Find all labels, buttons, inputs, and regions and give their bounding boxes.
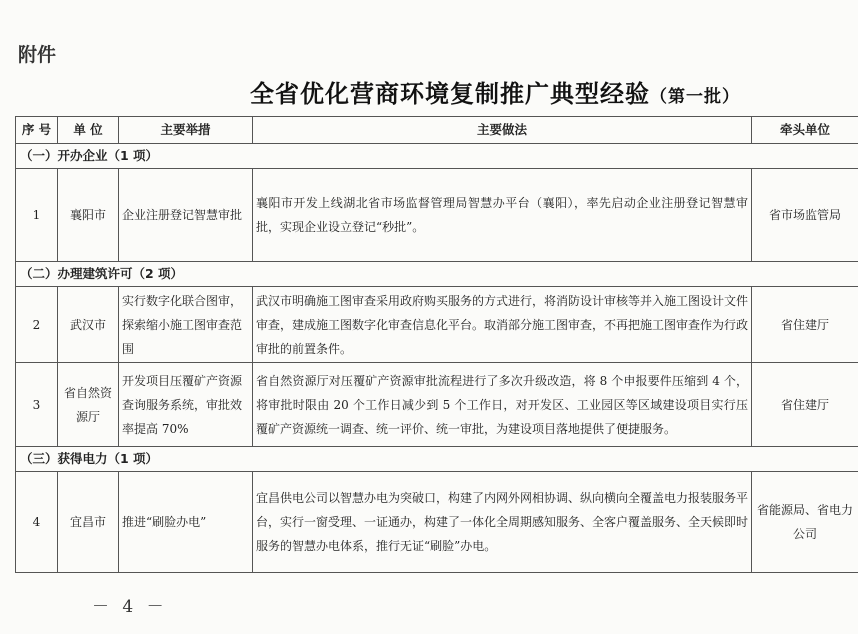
table-row: [16, 287, 858, 363]
page-number: － 4 －: [92, 597, 168, 617]
table-row: [16, 169, 858, 262]
experience-table: [15, 116, 858, 573]
row-measure: 开发项目压覆矿产资源查询服务系统，审批效率提高 70%: [119, 363, 253, 447]
document-title: [250, 74, 740, 109]
header-no: 序 号: [16, 117, 58, 144]
header-measure: 主要举措: [119, 117, 253, 144]
table-row: [16, 472, 858, 573]
row-practice: 宜昌供电公司以智慧办电为突破口，构建了内网外网相协调、纵向横向全覆盖电力报装服务平台，实行一窗受理、一证通办，构建了一体化全周期感知服务、全客户覆盖服务、全天候即时服务的智慧办电体系，推行无证“刷脸”办电。: [253, 472, 752, 573]
row-lead-unit: 省住建厅: [752, 287, 858, 363]
section-row: [16, 447, 858, 472]
row-no: 1: [16, 169, 58, 262]
section-row: [16, 262, 858, 287]
row-measure: 实行数字化联合图审，探索缩小施工图审查范围: [119, 287, 253, 363]
row-lead-unit: 省能源局、省电力公司: [752, 472, 858, 573]
header-unit: 单 位: [58, 117, 119, 144]
section-row: [16, 144, 858, 169]
row-unit: 宜昌市: [58, 472, 119, 573]
batch-label: （第一批）: [650, 87, 740, 107]
header-lead-unit: 牵头单位: [752, 117, 858, 144]
row-no: 3: [16, 363, 58, 447]
row-unit: 襄阳市: [58, 169, 119, 262]
row-lead-unit: 省市场监管局: [752, 169, 858, 262]
section-title: （三）获得电力（1 项）: [16, 447, 858, 472]
section-title: （二）办理建筑许可（2 项）: [16, 262, 858, 287]
row-practice: 襄阳市开发上线湖北省市场监督管理局智慧办平台（襄阳），率先启动企业注册登记智慧审批，实现企业设立登记“秒批”。: [253, 169, 752, 262]
row-no: 2: [16, 287, 58, 363]
row-unit: 省自然资源厅: [58, 363, 119, 447]
table-row: [16, 363, 858, 447]
row-practice: 武汉市明确施工图审查采用政府购买服务的方式进行，将消防设计审核等并入施工图设计文件审查，建成施工图数字化审查信息化平台。取消部分施工图审查，不再把施工图审查作为行政审批的前置条件。: [253, 287, 752, 363]
row-no: 4: [16, 472, 58, 573]
row-measure: 企业注册登记智慧审批: [119, 169, 253, 262]
row-lead-unit: 省住建厅: [752, 363, 858, 447]
row-practice: 省自然资源厅对压覆矿产资源审批流程进行了多次升级改造，将 8 个申报要件压缩到 4 个，将审批时限由 20 个工作日减少到 5 个工作日，对开发区、工业园区等区域建设项目实行压覆矿产资源统一调查、统一评价、统一审批，为建设项目落地提供了便捷服务。: [253, 363, 752, 447]
table-header-row: [16, 117, 858, 144]
attachment-label: 附件: [18, 44, 57, 66]
row-unit: 武汉市: [58, 287, 119, 363]
section-title: （一）开办企业（1 项）: [16, 144, 858, 169]
row-measure: 推进“刷脸办电”: [119, 472, 253, 573]
title-text: 全省优化营商环境复制推广典型经验: [250, 79, 650, 108]
header-practice: 主要做法: [253, 117, 752, 144]
